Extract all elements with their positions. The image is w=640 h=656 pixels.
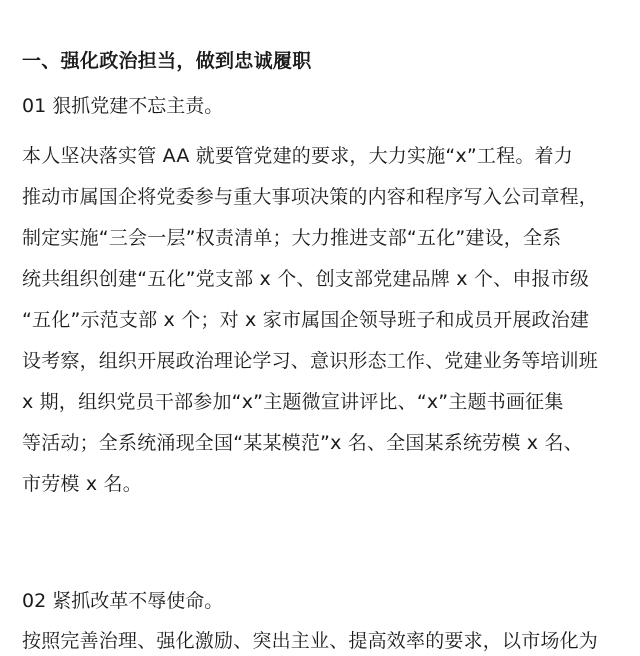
item-1-paragraph	[22, 136, 622, 505]
paragraph-line: 统共组织创建“五化”党支部 x 个、创支部党建品牌 x 个、申报市级	[22, 268, 590, 290]
item-1-title: 01 狠抓党建不忘主责。	[22, 95, 224, 117]
paragraph-line: “五化”示范支部 x 个；对 x 家市属国企领导班子和成员开展政治建	[22, 309, 590, 331]
paragraph-line: 推动市属国企将党委参与重大事项决策的内容和程序写入公司章程，	[22, 186, 599, 208]
item-2-partial-line: 按照完善治理、强化激励、突出主业、提高效率的要求，以市场化为	[22, 630, 599, 652]
paragraph-line: 市劳模 x 名。	[22, 473, 142, 495]
paragraph-line: 本人坚决落实管 AA 就要管党建的要求，大力实施“x”工程。着力	[22, 145, 573, 167]
paragraph-line: 设考察，组织开展政治理论学习、意识形态工作、党建业务等培训班	[22, 350, 599, 372]
paragraph-line: 等活动；全系统涌现全国“某某模范”x 名、全国某系统劳模 x 名、	[22, 432, 583, 454]
item-2-title: 02 紧抓改革不辱使命。	[22, 590, 224, 612]
paragraph-line: 制定实施“三会一层”权责清单；大力推进支部“五化”建设，全系	[22, 227, 562, 249]
section-heading: 一、强化政治担当，做到忠诚履职	[22, 50, 312, 72]
paragraph-line: x 期，组织党员干部参加“x”主题微宣讲评比、“x”主题书画征集	[22, 391, 564, 413]
